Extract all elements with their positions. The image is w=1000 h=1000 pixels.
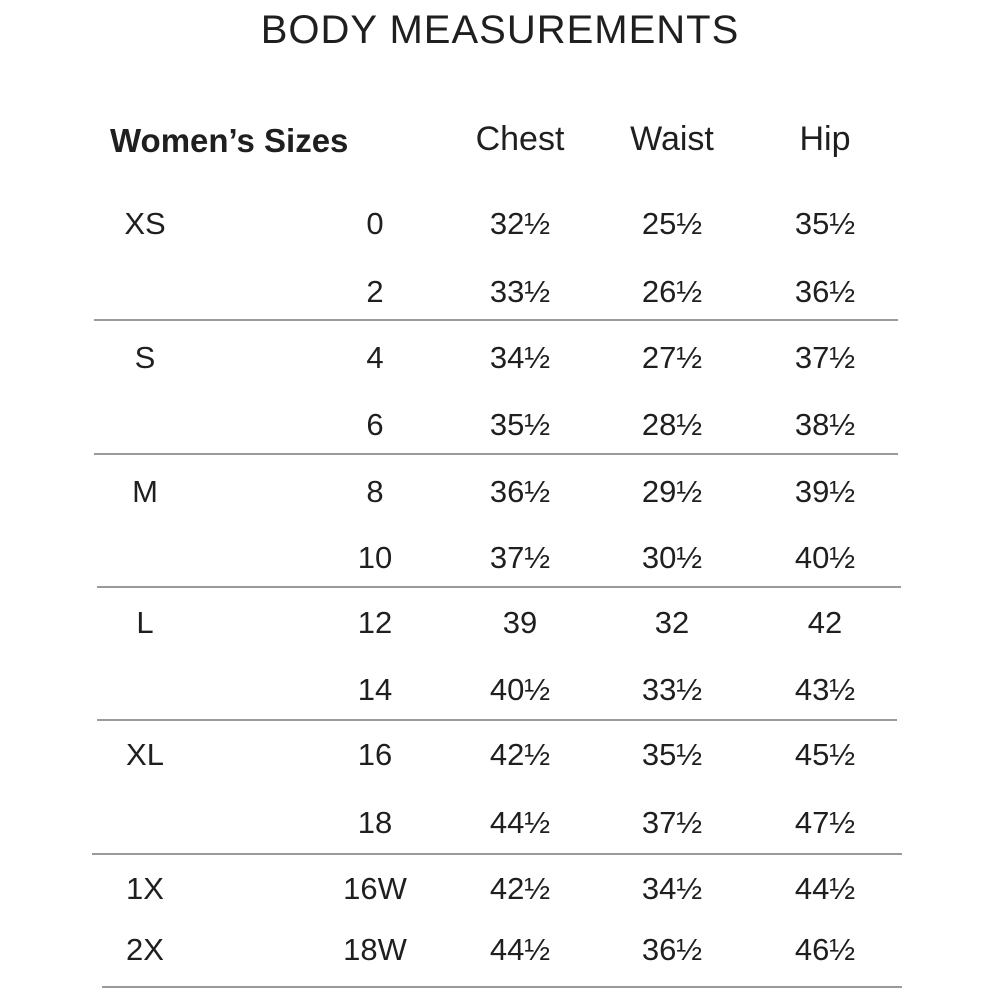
- waist-value: 32: [654, 605, 690, 640]
- hip-value: 44½: [794, 871, 856, 906]
- waist-value: 26½: [641, 274, 703, 309]
- table-row: [0, 470, 1000, 514]
- chest-value: 42½: [489, 871, 551, 906]
- group-divider: [92, 853, 902, 855]
- size-letter: S: [134, 340, 156, 375]
- size-letter: M: [132, 474, 158, 509]
- size-number: 0: [366, 206, 384, 241]
- waist-header: Waist: [630, 120, 714, 158]
- chest-value: 32½: [489, 206, 551, 241]
- table-row: [0, 928, 1000, 972]
- table-row: [0, 536, 1000, 580]
- waist-value: 30½: [641, 540, 703, 575]
- size-number: 18W: [343, 932, 407, 967]
- hip-value: 46½: [794, 932, 856, 967]
- group-divider: [102, 986, 902, 988]
- size-number: 18: [357, 805, 393, 840]
- size-number: 14: [357, 672, 393, 707]
- chest-value: 36½: [489, 474, 551, 509]
- hip-value: 42: [807, 605, 843, 640]
- table-row: [0, 202, 1000, 246]
- size-number: 10: [357, 540, 393, 575]
- size-letter: 2X: [126, 932, 164, 967]
- waist-value: 37½: [641, 805, 703, 840]
- table-row: [0, 867, 1000, 911]
- group-divider: [97, 719, 897, 721]
- size-letter: XS: [124, 206, 166, 241]
- waist-value: 34½: [641, 871, 703, 906]
- chest-value: 37½: [489, 540, 551, 575]
- chest-value: 42½: [489, 737, 551, 772]
- size-number: 6: [366, 407, 384, 442]
- waist-value: 29½: [641, 474, 703, 509]
- table-row: [0, 336, 1000, 380]
- size-letter: 1X: [126, 871, 164, 906]
- hip-value: 40½: [794, 540, 856, 575]
- chest-value: 39: [502, 605, 538, 640]
- table-row: [0, 733, 1000, 777]
- size-number: 16W: [343, 871, 407, 906]
- hip-value: 38½: [794, 407, 856, 442]
- size-number: 8: [366, 474, 384, 509]
- chest-value: 35½: [489, 407, 551, 442]
- waist-value: 36½: [641, 932, 703, 967]
- hip-value: 45½: [794, 737, 856, 772]
- hip-header: Hip: [799, 120, 851, 158]
- waist-value: 33½: [641, 672, 703, 707]
- chest-value: 44½: [489, 805, 551, 840]
- size-letter: XL: [126, 737, 164, 772]
- group-divider: [97, 586, 901, 588]
- table-row: [0, 601, 1000, 645]
- chest-value: 44½: [489, 932, 551, 967]
- hip-value: 39½: [794, 474, 856, 509]
- group-divider: [94, 453, 898, 455]
- chest-value: 40½: [489, 672, 551, 707]
- hip-value: 36½: [794, 274, 856, 309]
- chest-value: 34½: [489, 340, 551, 375]
- table-row: [0, 270, 1000, 314]
- chest-value: 33½: [489, 274, 551, 309]
- sizes-header: Women’s Sizes: [110, 122, 349, 159]
- size-number: 4: [366, 340, 384, 375]
- waist-value: 27½: [641, 340, 703, 375]
- page-title: BODY MEASUREMENTS: [260, 8, 740, 52]
- hip-value: 37½: [794, 340, 856, 375]
- waist-value: 35½: [641, 737, 703, 772]
- waist-value: 25½: [641, 206, 703, 241]
- chest-header: Chest: [475, 120, 565, 158]
- table-row: [0, 668, 1000, 712]
- size-number: 12: [357, 605, 393, 640]
- size-number: 2: [366, 274, 384, 309]
- hip-value: 35½: [794, 206, 856, 241]
- size-letter: L: [136, 605, 154, 640]
- waist-value: 28½: [641, 407, 703, 442]
- table-row: [0, 403, 1000, 447]
- group-divider: [94, 319, 898, 321]
- hip-value: 43½: [794, 672, 856, 707]
- table-row: [0, 801, 1000, 845]
- size-number: 16: [357, 737, 393, 772]
- hip-value: 47½: [794, 805, 856, 840]
